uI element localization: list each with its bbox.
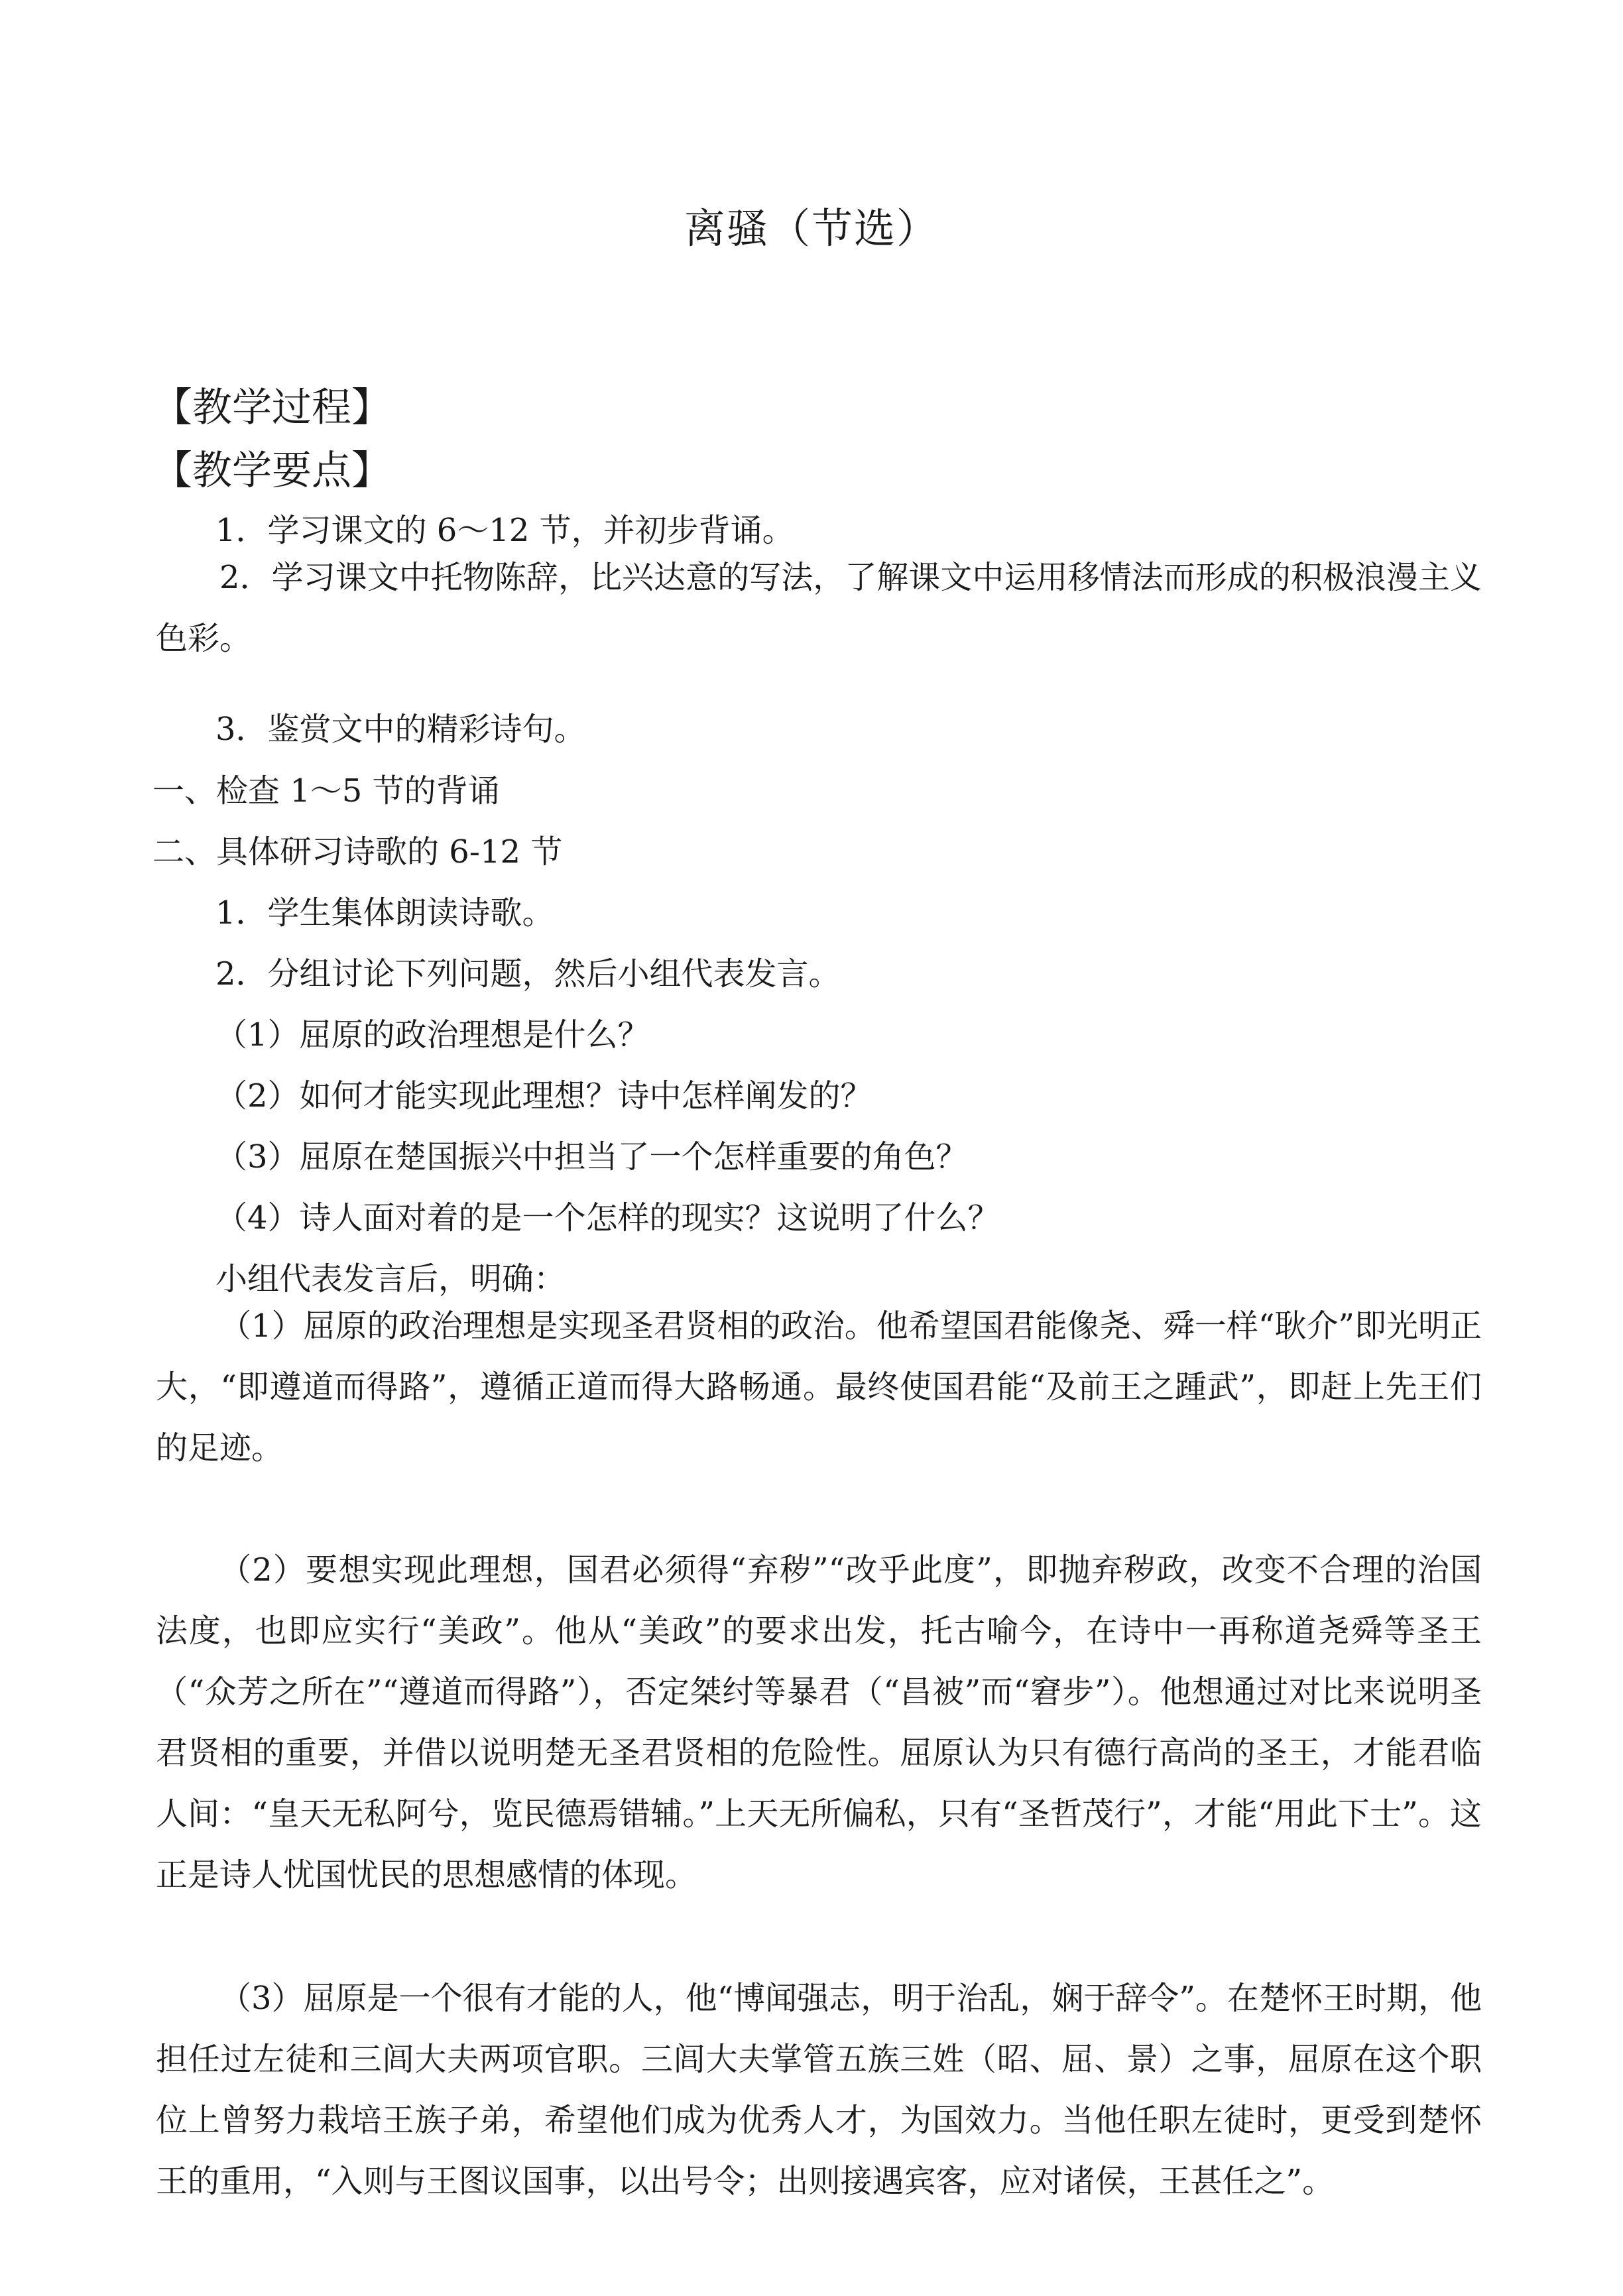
point-1: 1．学习课文的 6～12 节，并初步背诵。 <box>215 512 794 549</box>
answer-2: （2）要想实现此理想，国君必须得“弃秽”“改乎此度”，即抛弃秽政，改变不合理的治国法度，也即应实行“美政”。他从“美政”的要求出发，托古喻今，在诗中一再称道尧舜等圣王（“众芳之所在”“遵道而得路”），否定桀纣等暴君（“昌被”而“窘步”）。他想通过对比来说明圣君贤相的重要，并借以说明楚无圣君贤相的危险性。屈原认为只有德行高尚的圣王，才能君临人间：“皇天无私阿兮，览民德焉错辅。”上天无所偏私，只有“圣哲茂行”，才能“用此下士”。这正是诗人忧国忧民的思想感情的体现。 <box>156 1551 1482 1894</box>
heading-teaching-points: 【教学要点】 <box>152 448 391 494</box>
document-title: 离骚（节选） <box>684 204 939 253</box>
answer-3: （3）屈原是一个很有才能的人，他“博闻强志，明于治乱，娴于辞令”。在楚怀王时期，他担任过左徒和三闾大夫两项官职。三闾大夫掌管五族三姓（昭、屈、景）之事，屈原在这个职位上曾努力栽培王族子弟，希望他们成为优秀人才，为国效力。当他任职左徒时，更受到楚怀王的重用，“入则与王图议国事，以出号令；出则接遇宾客，应对诸侯，王甚任之”。 <box>156 1980 1482 2200</box>
point-2: 2．学习课文中托物陈辞，比兴达意的写法，了解课文中运用移情法而形成的积极浪漫主义色彩。 <box>156 559 1482 657</box>
question-1: （1）屈原的政治理想是什么？ <box>215 1016 650 1054</box>
heading-teaching-process: 【教学过程】 <box>152 385 391 431</box>
step-1: 1．学生集体朗读诗歌。 <box>215 894 554 932</box>
question-3: （3）屈原在楚国振兴中担当了一个怎样重要的角色？ <box>215 1138 968 1176</box>
point-3: 3．鉴赏文中的精彩诗句。 <box>215 711 586 748</box>
step-2: 2．分组讨论下列问题，然后小组代表发言。 <box>215 955 841 993</box>
section-heading-2: 二、具体研习诗歌的 6-12 节 <box>152 833 563 871</box>
summary-intro: 小组代表发言后，明确： <box>215 1260 566 1298</box>
question-2: （2）如何才能实现此理想？诗中怎样阐发的？ <box>215 1077 872 1115</box>
section-heading-1: 一、检查 1～5 节的背诵 <box>152 772 500 810</box>
answer-1: （1）屈原的政治理想是实现圣君贤相的政治。他希望国君能像尧、舜一样“耿介”即光明正大，“即遵道而得路”，遵循正道而得大路畅通。最终使国君能“及前王之踵武”，即赶上先王们的足迹。 <box>156 1307 1482 1467</box>
question-4: （4）诗人面对着的是一个怎样的现实？这说明了什么？ <box>215 1199 1000 1237</box>
